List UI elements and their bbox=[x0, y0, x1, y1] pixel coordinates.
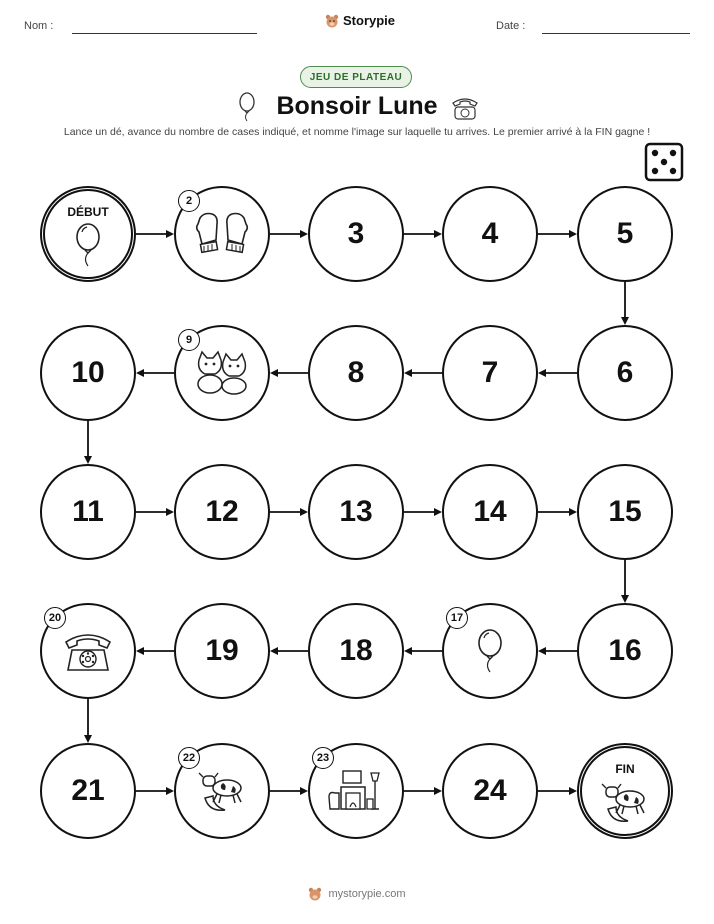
arrow-14-15 bbox=[538, 508, 577, 516]
space-number: 15 bbox=[608, 495, 642, 528]
board-space-20 bbox=[40, 603, 136, 699]
space-number-badge: 23 bbox=[312, 747, 334, 769]
board-space-23 bbox=[308, 743, 404, 839]
arrow-6-7 bbox=[538, 369, 577, 377]
arrow-9-10 bbox=[136, 369, 174, 377]
arrow-7-8 bbox=[404, 369, 442, 377]
space-number: 11 bbox=[72, 495, 104, 528]
space-number: 5 bbox=[616, 217, 634, 250]
space-number: 8 bbox=[347, 356, 365, 389]
arrow-3-4 bbox=[404, 230, 442, 238]
mittens-icon bbox=[194, 210, 250, 258]
arrow-21-22 bbox=[136, 787, 174, 795]
space-number: 18 bbox=[339, 634, 373, 667]
board-space-4 bbox=[442, 186, 538, 282]
arrow-10-11 bbox=[84, 421, 92, 464]
board-space-15 bbox=[577, 464, 673, 560]
board-space-13 bbox=[308, 464, 404, 560]
space-number: 19 bbox=[205, 634, 239, 667]
arrow-4-5 bbox=[538, 230, 577, 238]
instructions: Lance un dé, avance du nombre de cases indiqué, et nomme l'image sur laquelle tu arrives. Le premier arrivé à la FIN gagne ! bbox=[63, 126, 651, 138]
arrow-5-6 bbox=[621, 282, 629, 325]
arrow-13-14 bbox=[404, 508, 442, 516]
name-label: Nom : bbox=[24, 20, 54, 32]
board-space-17 bbox=[442, 603, 538, 699]
board-space-7 bbox=[442, 325, 538, 421]
arrow-19-20 bbox=[136, 647, 174, 655]
space-number-badge: 2 bbox=[178, 190, 200, 212]
board-space-1 bbox=[40, 186, 136, 282]
board-space-25 bbox=[577, 743, 673, 839]
board-space-9 bbox=[174, 325, 270, 421]
arrow-22-23 bbox=[270, 787, 308, 795]
arrow-12-13 bbox=[270, 508, 308, 516]
board-space-21 bbox=[40, 743, 136, 839]
space-number: 10 bbox=[71, 356, 105, 389]
space-number-badge: 17 bbox=[446, 607, 468, 629]
end-label: FIN bbox=[615, 762, 635, 776]
arrow-24-25 bbox=[538, 787, 577, 795]
date-label: Date : bbox=[496, 20, 526, 32]
board-space-3 bbox=[308, 186, 404, 282]
page-title: Bonsoir Lune bbox=[276, 92, 438, 120]
arrow-18-19 bbox=[270, 647, 308, 655]
brand-name: Storypie bbox=[343, 13, 396, 28]
kittens-icon bbox=[193, 350, 251, 396]
board-space-6 bbox=[577, 325, 673, 421]
space-number: 4 bbox=[481, 217, 499, 250]
board-space-5 bbox=[577, 186, 673, 282]
arrow-8-9 bbox=[270, 369, 308, 377]
footer bbox=[0, 887, 714, 901]
board-space-11 bbox=[40, 464, 136, 560]
space-number: 16 bbox=[608, 634, 642, 667]
arrow-1-2 bbox=[136, 230, 174, 238]
living-room-icon bbox=[327, 767, 385, 815]
space-number: 6 bbox=[616, 356, 634, 389]
board-space-22 bbox=[174, 743, 270, 839]
cow-moon-icon bbox=[195, 768, 249, 814]
arrow-15-16 bbox=[621, 560, 629, 603]
board-space-19 bbox=[174, 603, 270, 699]
start-label: DÉBUT bbox=[67, 205, 109, 219]
space-number-badge: 22 bbox=[178, 747, 200, 769]
game-type-badge: JEU DE PLATEAU bbox=[300, 66, 412, 88]
footer-url[interactable]: mystorypie.com bbox=[328, 888, 406, 900]
space-number: 12 bbox=[205, 495, 239, 528]
arrow-20-21 bbox=[84, 699, 92, 743]
arrow-23-24 bbox=[404, 787, 442, 795]
arrow-17-18 bbox=[404, 647, 442, 655]
board-space-12 bbox=[174, 464, 270, 560]
space-number-badge: 9 bbox=[178, 329, 200, 351]
space-number: 13 bbox=[339, 495, 373, 528]
bear-icon bbox=[308, 887, 322, 901]
balloon-icon bbox=[472, 628, 508, 674]
board-space-10 bbox=[40, 325, 136, 421]
telephone-icon bbox=[62, 628, 114, 674]
space-number: 21 bbox=[71, 774, 105, 807]
board-space-24 bbox=[442, 743, 538, 839]
arrow-16-17 bbox=[538, 647, 577, 655]
board-space-14 bbox=[442, 464, 538, 560]
board-space-8 bbox=[308, 325, 404, 421]
board-space-2 bbox=[174, 186, 270, 282]
space-number: 7 bbox=[481, 356, 499, 389]
space-number: 3 bbox=[347, 217, 365, 250]
space-number: 14 bbox=[473, 495, 507, 528]
space-number: 24 bbox=[473, 774, 507, 807]
board-space-16 bbox=[577, 603, 673, 699]
cow-moon-icon bbox=[598, 779, 652, 825]
board-space-18 bbox=[308, 603, 404, 699]
arrow-11-12 bbox=[136, 508, 174, 516]
balloon-icon bbox=[70, 222, 106, 268]
space-number-badge: 20 bbox=[44, 607, 66, 629]
arrow-2-3 bbox=[270, 230, 308, 238]
